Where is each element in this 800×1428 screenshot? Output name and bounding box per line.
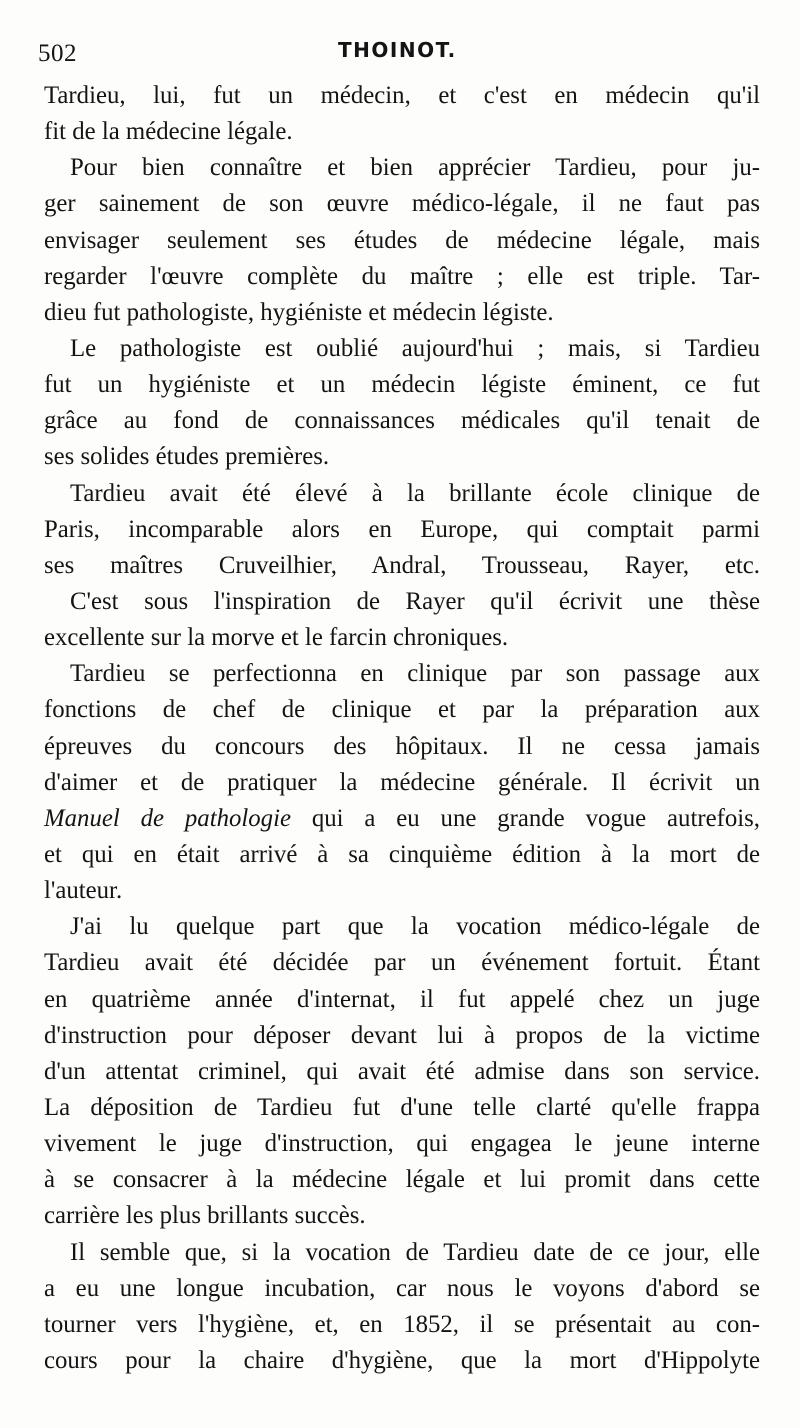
text-line: vivement le juge d'instruction, qui engagea le jeune interne — [44, 1130, 760, 1158]
text-line — [44, 801, 760, 837]
text-line: C'est sous l'inspiration de Rayer qu'il écrivit une thèse — [70, 587, 760, 615]
text-line: d'un attentat criminel, qui avait été admise dans son service. — [44, 1057, 760, 1085]
text-line: La déposition de Tardieu fut d'une telle clarté qu'elle frappa — [44, 1093, 760, 1121]
text-line: J'ai lu quelque part que la vocation médico-légale de — [70, 913, 760, 941]
text-line: dieu fut pathologiste, hygiéniste et médecin légiste. — [44, 298, 554, 326]
text-line: épreuves du concours des hôpitaux. Il ne cessa jamais — [44, 732, 760, 760]
book-title: Manuel de pathologie — [44, 804, 291, 832]
text-line: ger sainement de son œuvre médico-légale, il ne faut pas — [44, 190, 760, 218]
text-line: fit de la médecine légale. — [44, 118, 293, 146]
text-line: a eu une longue incubation, car nous le voyons d'abord se — [44, 1274, 760, 1302]
text-line: Il semble que, si la vocation de Tardieu date de ce jour, elle — [70, 1238, 760, 1266]
text-body — [44, 78, 760, 1379]
text-line: d'instruction pour déposer devant lui à propos de la victime — [44, 1021, 760, 1049]
text-line: et qui en était arrivé à sa cinquième édition à la mort de — [44, 840, 760, 868]
text-line: Tardieu avait été décidée par un événement fortuit. Étant — [44, 949, 760, 977]
text-line: carrière les plus brillants succès. — [44, 1202, 366, 1230]
text-line: grâce au fond de connaissances médicales qu'il tenait de — [44, 407, 760, 435]
text-line: Le pathologiste est oublié aujourd'hui ; mais, si Tardieu — [70, 334, 760, 362]
text-line: envisager seulement ses études de médecine légale, mais — [44, 226, 760, 254]
text-line: excellente sur la morve et le farcin chroniques. — [44, 624, 509, 652]
text-line: fut un hygiéniste et un médecin légiste éminent, ce fut — [44, 371, 760, 399]
text-line: l'auteur. — [44, 877, 123, 905]
text-line: ses maîtres Cruveilhier, Andral, Trousseau, Rayer, etc. — [44, 551, 760, 579]
running-head — [38, 36, 762, 68]
text-line: en quatrième année d'internat, il fut appelé chez un juge — [44, 985, 760, 1013]
text-line: Tardieu, lui, fut un médecin, et c'est en médecin qu'il — [44, 82, 760, 109]
text-line: Tardieu avait été élevé à la brillante école clinique de — [70, 479, 760, 507]
text-line: cours pour la chaire d'hygiène, que la mort d'Hippolyte — [44, 1346, 760, 1374]
text-line: Pour bien connaître et bien apprécier Tardieu, pour ju- — [70, 154, 760, 182]
text-line: fonctions de chef de clinique et par la préparation aux — [44, 696, 760, 724]
text-line: Tardieu se perfectionna en clinique par son passage aux — [70, 660, 760, 688]
text-line: Paris, incomparable alors en Europe, qui comptait parmi — [44, 515, 760, 543]
running-title: THOINOT. — [338, 38, 457, 62]
text-line-rest: qui a eu une grande vogue autrefois, — [311, 804, 760, 832]
text-line: d'aimer et de pratiquer la médecine générale. Il écrivit un — [44, 768, 760, 796]
text-line: tourner vers l'hygiène, et, en 1852, il se présentait au con- — [44, 1310, 760, 1338]
text-line: à se consacrer à la médecine légale et lui promit dans cette — [44, 1166, 760, 1194]
text-line: regarder l'œuvre complète du maître ; elle est triple. Tar- — [44, 262, 760, 290]
page-number: 502 — [38, 40, 77, 67]
text-line: ses solides études premières. — [44, 443, 330, 471]
